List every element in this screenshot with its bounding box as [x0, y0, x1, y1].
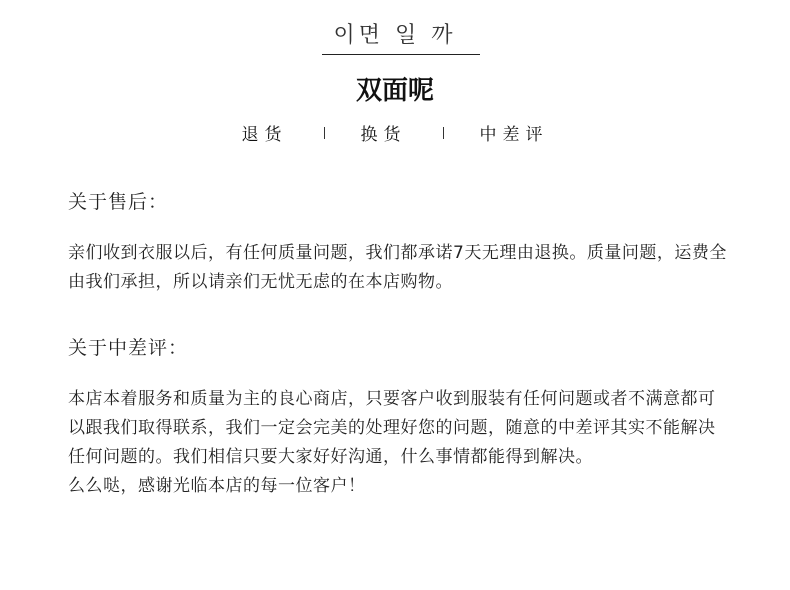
header-korean-title: 이면 일 까: [333, 23, 457, 48]
policy-tabs: [0, 120, 790, 145]
header-divider: [322, 54, 480, 55]
tab-return[interactable]: 退货: [241, 125, 288, 145]
tab-exchange[interactable]: 换货: [360, 125, 407, 145]
after-sales-text: 亲们收到衣服以后，有任何质量问题，我们都承诺7天无理由退换。质量问题，运费全由我们承担，所以请亲们无忧无虑的在本店购物。: [68, 243, 727, 292]
bad-review-text: 本店本着服务和质量为主的良心商店，只要客户收到服装有任何问题或者不满意都可以跟我们取得联系，我们一定会完美的处理好您的问题，随意的中差评其实不能解决任何问题的。我们相信只要大家好好沟通，什么事情都能得到解决。: [68, 389, 716, 467]
closing-text: 么么哒，感谢光临本店的每一位客户！: [68, 476, 366, 496]
tab-divider: [443, 127, 444, 139]
page-title: 双面呢: [355, 76, 434, 106]
after-sales-body: [68, 239, 728, 297]
tab-bad-review[interactable]: 中差评: [479, 125, 549, 145]
after-sales-heading: 关于售后：: [68, 191, 169, 213]
tab-divider: [324, 127, 325, 139]
bad-review-heading: 关于中差评：: [68, 337, 189, 359]
bad-review-body: [68, 385, 728, 501]
